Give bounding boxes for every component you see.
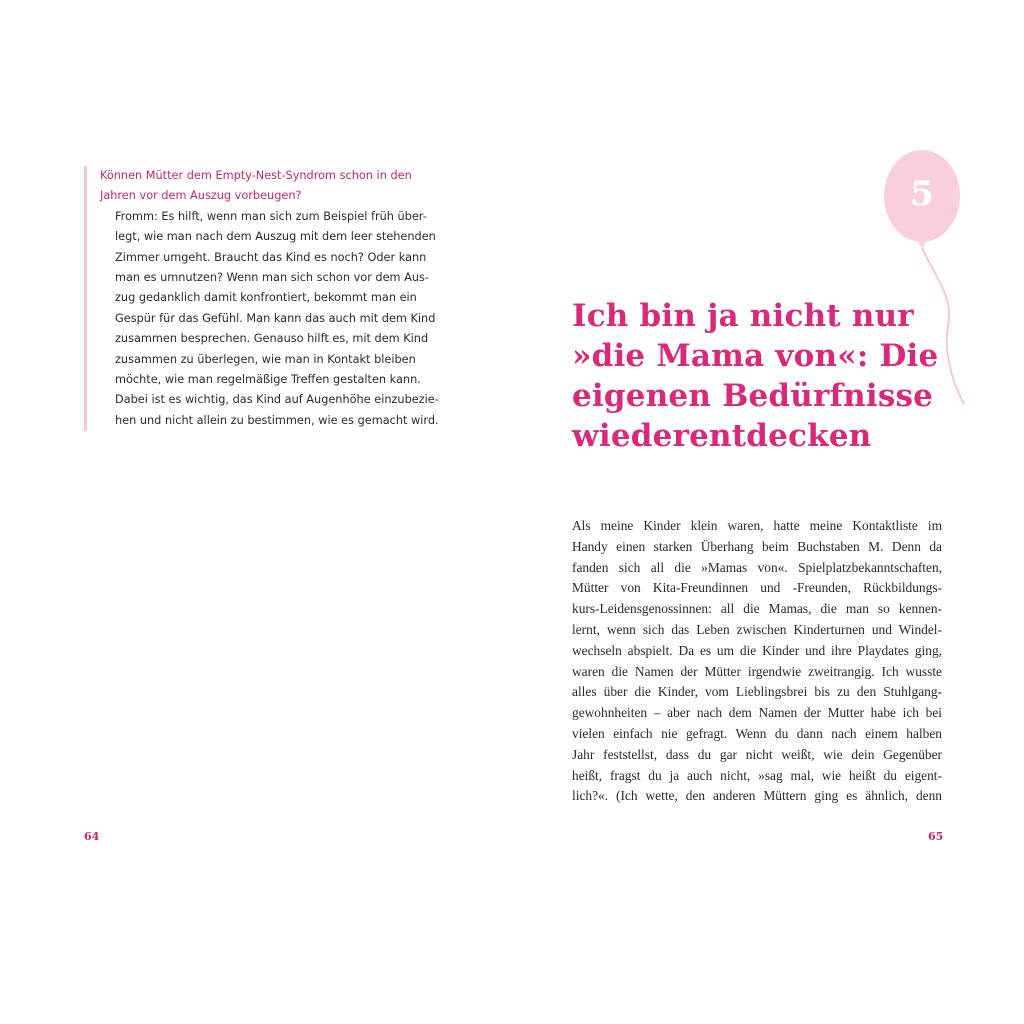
body-line: fanden sich all die »Mamas von«. Spielplatzbekanntschaften, (572, 559, 942, 575)
body-line: Als meine Kinder klein waren, hatte meine Kontaktliste im (572, 518, 942, 533)
body-text (572, 516, 942, 807)
answer-line: Zimmer umgeht. Braucht das Kind es noch? Oder kann (115, 250, 427, 264)
page-number-left: 64 (84, 830, 100, 843)
body-line: wechseln abspielt. Da es um die Kinder und ihre Playdates ging, (572, 642, 942, 658)
title-line: »die Mama von«: Die (572, 338, 939, 374)
answer-line: möchte, wie man regelmäßige Treffen gestalten kann. (115, 373, 421, 387)
body-line: alles über die Kinder, vom Lieblingsbrei bis zu den Stuhlgang- (572, 684, 942, 700)
body-line: lernt, wenn sich das Leben zwischen Kinderturnen und Windel- (572, 621, 942, 637)
answer-line: Gespür für das Gefühl. Man kann das auch mit dem Kind (115, 311, 436, 325)
body-line: Jahr feststellst, dass du gar nicht weißt, wie dein Gegenüber (572, 746, 942, 762)
title-line: Ich bin ja nicht nur (572, 298, 914, 334)
question-line: Jahren vor dem Auszug vorbeugen? (100, 189, 302, 203)
answer-line: zusammen besprechen. Genauso hilft es, mit dem Kind (115, 332, 429, 346)
body-line: Mütter von Kita-Freundinnen und -Freunden, Rückbildungs- (572, 580, 942, 596)
interview-box (84, 166, 470, 431)
right-page (512, 0, 1024, 1024)
answer-line: legt, wie man nach dem Auszug mit dem leer stehenden (115, 230, 436, 244)
chapter-title (572, 296, 952, 456)
body-line: vielen einfach nie gefragt. Wenn du dann nach einem halben (572, 725, 942, 741)
answer-line: Dabei ist es wichtig, das Kind auf Augenhöhe einzubezie- (115, 393, 439, 407)
interview-answer (100, 207, 470, 431)
title-line: wiederentdecken (572, 418, 872, 454)
body-line: kurs-Leidensgenossinnen: all die Mamas, die man so kennen- (572, 601, 942, 617)
chapter-number: 5 (910, 174, 934, 214)
page-number-right: 65 (928, 830, 944, 843)
answer-line: hen und nicht allein zu bestimmen, wie es gemacht wird. (115, 413, 439, 427)
answer-line: man es umnutzen? Wenn man sich schon vor dem Aus- (115, 271, 429, 285)
title-line: eigenen Bedürfnisse (572, 378, 934, 414)
question-line: Können Mütter dem Empty-Nest-Syndrom schon in den (100, 169, 412, 182)
answer-line: zug gedanklich damit konfrontiert, bekommt man ein (115, 291, 417, 305)
body-line: waren die Namen der Mütter irgendwie zweitrangig. Ich wusste (572, 663, 942, 679)
body-line: lich?«. (Ich wette, den anderen Müttern ging es ähnlich, denn (572, 788, 942, 804)
body-line: gewohnheiten – aber nach dem Namen der Mutter habe ich bei (572, 705, 942, 721)
answer-line: zusammen zu überlegen, wie man in Kontakt bleiben (115, 352, 416, 366)
answer-line: Fromm: Es hilft, wenn man sich zum Beispiel früh über- (115, 209, 427, 223)
body-line: heißt, fragst du ja auch nicht, »sag mal, wie heißt du eigent- (572, 767, 942, 783)
body-line: Handy einen starken Überhang beim Buchstaben M. Denn da (572, 538, 942, 554)
interview-question (100, 166, 470, 207)
